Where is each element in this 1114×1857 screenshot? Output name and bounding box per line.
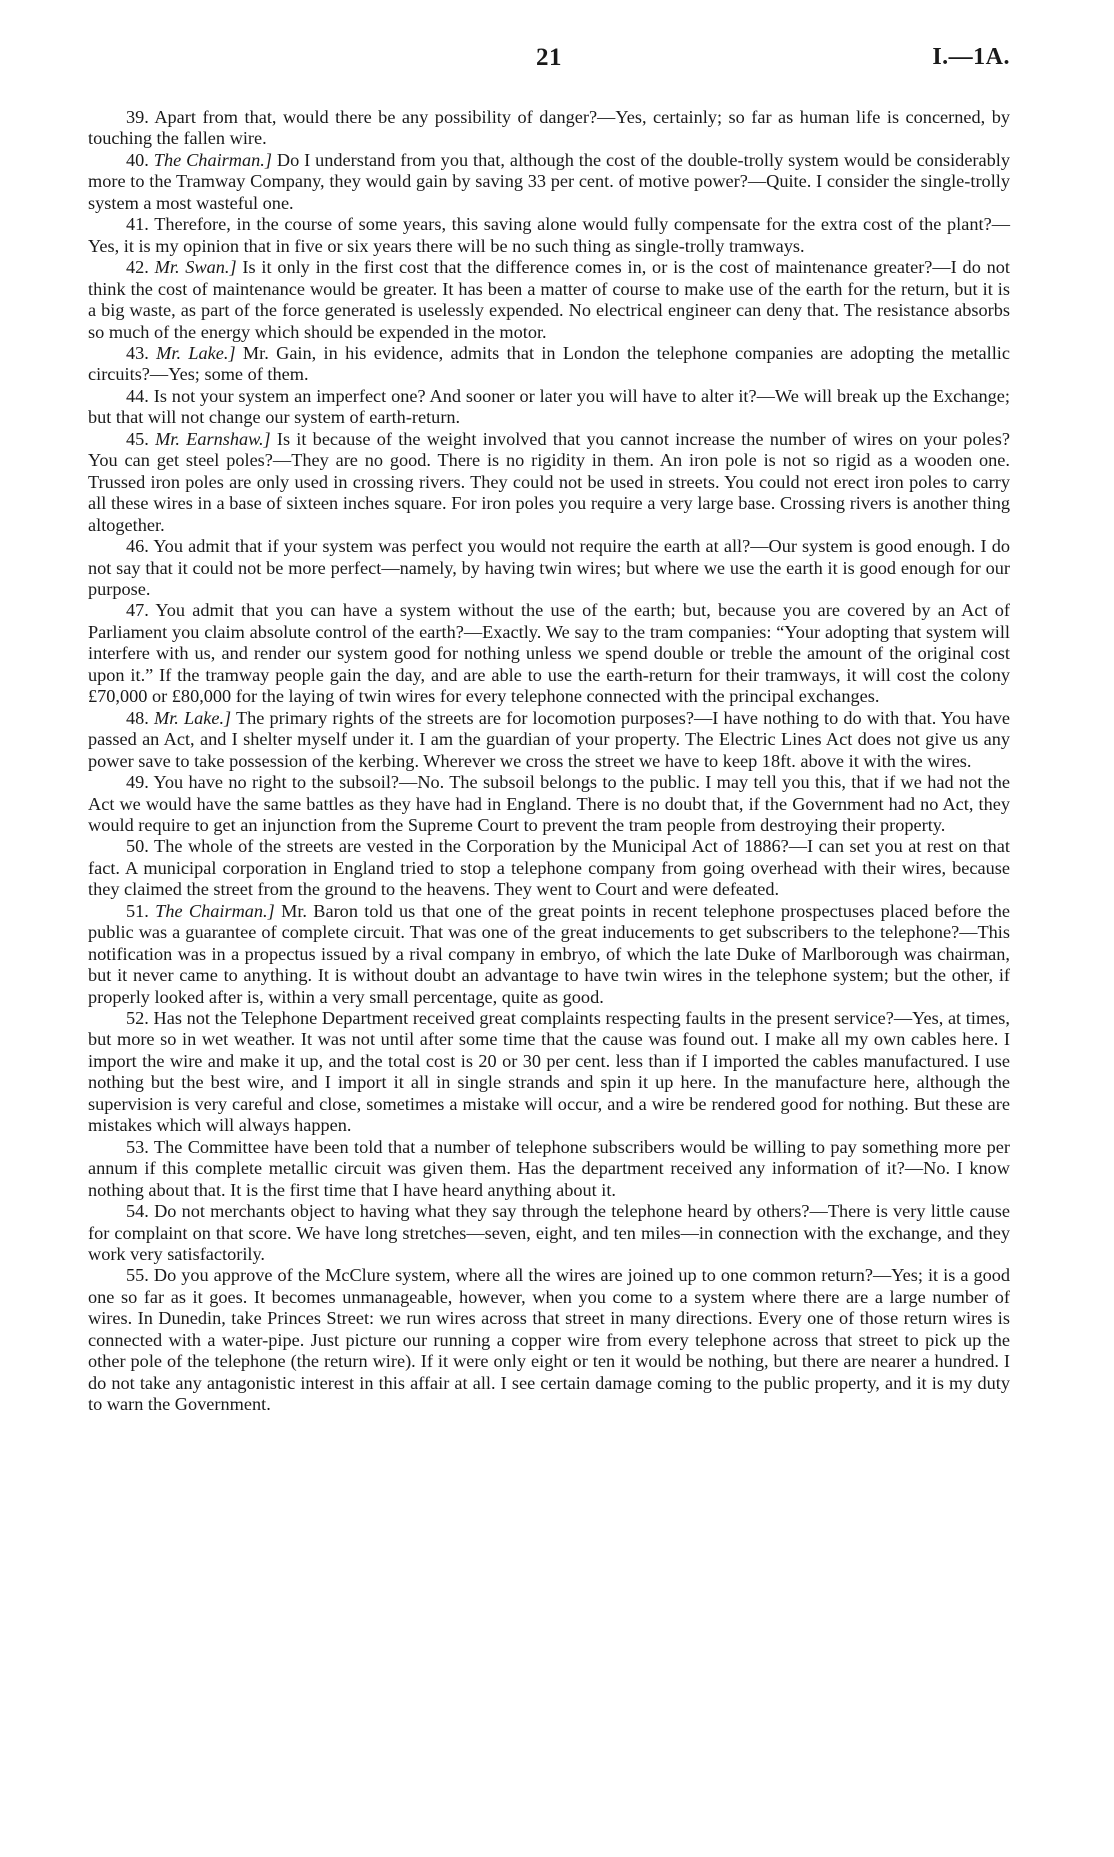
- question-paragraph: [88, 600, 1010, 707]
- question-paragraph: [88, 708, 1010, 772]
- question-number: 44.: [126, 385, 149, 406]
- question-text: Do I understand from you that, although the cost of the double-trolly system would be considerably more to the Tramway Company, they would gain by saving 33 per cent. of motive power?—Quite. I consider the single-trolly system a most wasteful one.: [88, 149, 1010, 213]
- question-text: Therefore, in the course of some years, this saving alone would fully compensate for the extra cost of the plant?—Yes, it is my opinion that in five or six years there will be no such thing as single-trolly tramways.: [88, 214, 1010, 256]
- question-number: 39.: [126, 107, 149, 127]
- speaker-name: Mr. Lake.]: [156, 342, 236, 363]
- question-text: The whole of the streets are vested in the Corporation by the Municipal Act of 1886?—I can set you at rest on that fact. A municipal corporation in England tried to stop a telephone company from going overhead with their wires, because they claimed the street from the ground to the heavens. They went to Court and were defeated.: [88, 836, 1010, 900]
- question-number: 42.: [126, 257, 149, 278]
- speaker-name: The Chairman.]: [153, 149, 272, 170]
- question-paragraph: [88, 107, 1010, 150]
- question-paragraph: [88, 257, 1010, 343]
- question-paragraph: [88, 1265, 1010, 1415]
- question-text: Is it because of the weight involved that you cannot increase the number of wires on your poles? You can get steel poles?—They are no good. There is no rigidity in them. An iron pole is not so rigid as a wooden one. Trussed iron poles are only used in crossing rivers. They could not be used in streets. You could not erect iron poles to carry all these wires in a base of sixteen inches square. For iron poles you require a very large base. Crossing rivers is another thing altogether.: [88, 428, 1011, 535]
- question-paragraph: [88, 836, 1010, 900]
- question-paragraph: [88, 1137, 1010, 1201]
- question-text: Mr. Gain, in his evidence, admits that in London the telephone companies are adopting the metallic circuits?—Yes; some of them.: [88, 342, 1010, 385]
- question-number: 47.: [126, 600, 149, 621]
- question-paragraph: [88, 214, 1010, 257]
- question-text: The primary rights of the streets are for locomotion purposes?—I have nothing to do with that. You have passed an Act, and I shelter myself under it. I am the guardian of your property. The Electric Lines Act does not give us any power save to take possession of the kerbing. Wherever we cross the street we have to keep 18ft. above it with the wires.: [88, 707, 1010, 771]
- question-text: Is not your system an imperfect one? And sooner or later you will have to alter it?—We will break up the Exchange; but that will not change our system of earth-return.: [88, 385, 1010, 428]
- question-text: Do you approve of the McClure system, where all the wires are joined up to one common return?—Yes; it is a good one so far as it goes. It becomes unmanageable, however, when you come to a system where there are a large number of wires. In Dunedin, take Princes Street: we run wires across that street in many directions. Every one of those return wires is connected with a water-pipe. Just picture our running a copper wire from every telephone across that street to pick up the other pole of the telephone (the return wire). If it were only eight or ten it would be nothing, but there are nearer a hundred. I do not take any antagonistic interest in this affair at all. I see certain damage coming to the public property, and it is my duty to warn the Government.: [88, 1265, 1011, 1415]
- question-paragraph: [88, 536, 1010, 600]
- question-number: 43.: [126, 342, 149, 363]
- question-text: Mr. Baron told us that one of the great points in recent telephone prospectuses placed before the public was a guarantee of complete circuit. That was one of the great inducements to get subscribers to the telephone?—This notification was in a propectus issued by a rival company in embryo, of which the late Duke of Marlborough was chairman, but it never came to anything. It is without doubt an advantage to have twin wires in the telephone system; but the other, if properly looked after is, within a very small percentage, quite as good.: [88, 900, 1010, 1007]
- question-text: You have no right to the subsoil?—No. The subsoil belongs to the public. I may tell you this, that if we had not the Act we would have the same battles as they have had in England. There is no doubt that, if the Government had no Act, they would require to get an injunction from the Supreme Court to prevent the tram people from destroying their property.: [88, 772, 1010, 835]
- question-number: 53.: [126, 1136, 149, 1157]
- question-paragraph: [88, 150, 1010, 214]
- question-number: 49.: [126, 772, 149, 793]
- question-text: You admit that you can have a system without the use of the earth; but, because you are covered by an Act of Parliament you claim absolute control of the earth?—Exactly. We say to the tram companies: “Your adopting that system will interfere with us, and render our system good for nothing unless we spend double or treble the amount of the original cost upon it.” If the tramway people gain the day, and are able to use the earth-return for their tramways, it will cost the colony £70,000 or £80,000 for the laying of twin wires for every telephone connected with the principal exchanges.: [88, 600, 1010, 707]
- question-paragraph: [88, 429, 1010, 536]
- question-paragraph: [88, 343, 1010, 386]
- question-number: 51.: [126, 900, 149, 921]
- page-header: [88, 44, 1010, 84]
- question-number: 46.: [126, 536, 149, 557]
- question-text: The Committee have been told that a number of telephone subscribers would be willing to pay something more per annum if this complete metallic circuit was given them. Has the department received any information of it?—No. I know nothing about that. It is the first time that I have heard anything about it.: [88, 1136, 1010, 1200]
- question-paragraph: [88, 901, 1010, 1008]
- question-text: Is it only in the first cost that the difference comes in, or is the cost of maintenance greater?—I do not think the cost of maintenance would be greater. It has been a matter of course to make use of the earth for the return, but it is a big waste, as part of the force generated is uselessly expended. No electrical engineer can deny that. The resistance absorbs so much of the energy which should be expended in the motor.: [88, 257, 1010, 342]
- question-paragraph: [88, 386, 1010, 429]
- question-number: 50.: [126, 836, 149, 857]
- question-text: Apart from that, would there be any possibility of danger?—Yes, certainly; so far as human life is concerned, by touching the fallen wire.: [88, 107, 1010, 149]
- question-number: 48.: [126, 707, 149, 728]
- question-number: 41.: [126, 214, 149, 235]
- document-reference: I.—1A.: [932, 44, 1010, 70]
- speaker-name: The Chairman.]: [155, 900, 275, 921]
- testimony-body: [88, 107, 1010, 1416]
- question-text: You admit that if your system was perfect you would not require the earth at all?—Our system is good enough. I do not say that it could not be more perfect—namely, by having twin wires; but where we use the earth it is good enough for our purpose.: [88, 536, 1010, 599]
- question-number: 52.: [126, 1008, 149, 1029]
- speaker-name: Mr. Swan.]: [154, 257, 237, 278]
- question-number: 45.: [126, 428, 149, 449]
- question-number: 40.: [126, 149, 149, 170]
- question-text: Do not merchants object to having what they say through the telephone heard by others?—There is very little cause for complaint on that score. We have long stretches—seven, eight, and ten miles—in connection with the exchange, and they work very satisfactorily.: [88, 1201, 1010, 1265]
- speaker-name: Mr. Earnshaw.]: [155, 428, 271, 449]
- question-paragraph: [88, 772, 1010, 836]
- question-number: 55.: [126, 1265, 149, 1286]
- speaker-name: Mr. Lake.]: [153, 707, 232, 728]
- page-number: 21: [536, 44, 562, 71]
- question-number: 54.: [126, 1201, 149, 1222]
- question-text: Has not the Telephone Department received great complaints respecting faults in the present service?—Yes, at times, but more so in wet weather. It was not until after some time that the cause was found out. I make all my own cables here. I import the wire and make it up, and the total cost is 20 or 30 per cent. less than if I imported the cables manufactured. I use nothing but the best wire, and I import it all in single strands and spin it up here. In the manufacture here, although the supervision is very careful and close, sometimes a mistake will occur, and a wire be rendered good for nothing. But these are mistakes which will always happen.: [88, 1008, 1010, 1136]
- question-paragraph: [88, 1201, 1010, 1265]
- question-paragraph: [88, 1008, 1010, 1137]
